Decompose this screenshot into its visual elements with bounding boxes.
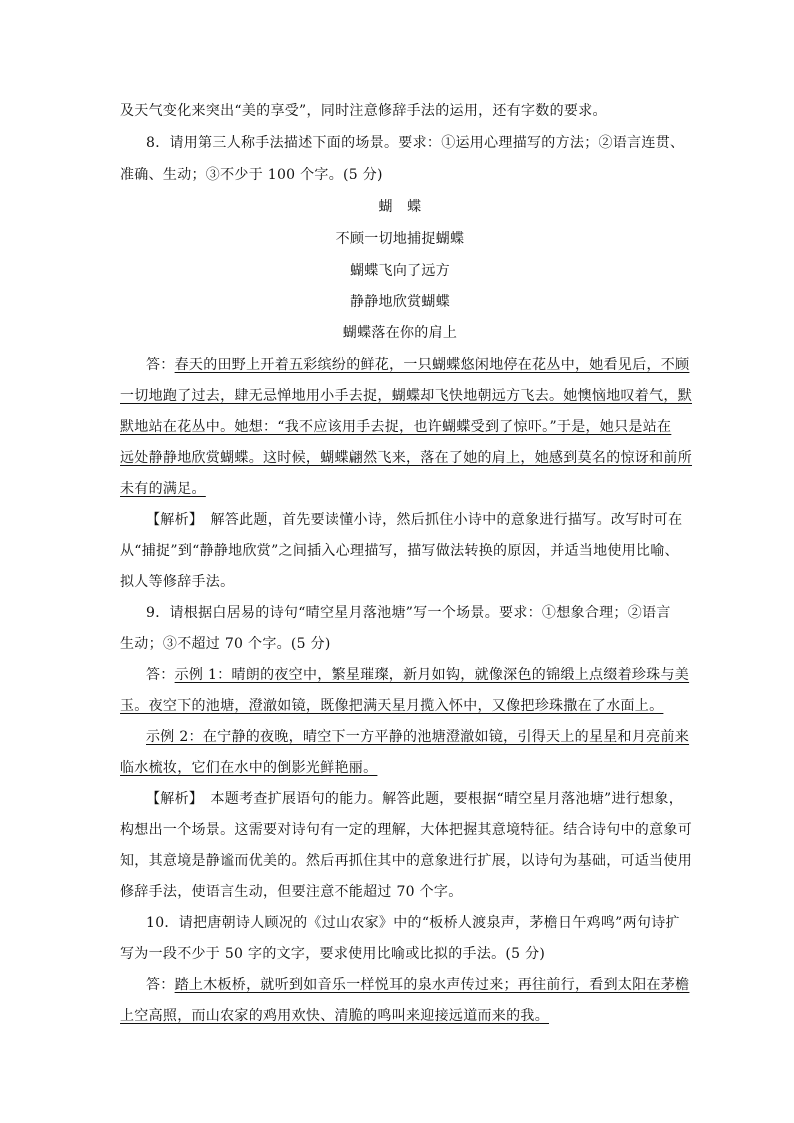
answer-8-line	[120, 417, 680, 437]
answer-text: 未有的满足。	[120, 481, 206, 497]
analysis-text: 修辞手法，使语言生动，但要注意不能超过 70 个字。	[120, 884, 463, 900]
answer-8-line	[120, 386, 692, 406]
answer-10-line	[120, 1006, 680, 1026]
poem-line-text: 静静地欣赏蝴蝶	[349, 294, 451, 310]
answer-text: 春天的田野上开着五彩缤纷的鲜花，一只蝴蝶悠闲地停在花丛中，她看见后，不顾	[174, 357, 690, 373]
analysis-9-line	[146, 789, 684, 809]
poem-line	[120, 261, 680, 281]
answer-label: 答：	[146, 977, 175, 993]
poem-line	[120, 323, 680, 343]
question-8-line	[120, 165, 680, 185]
analysis-text: 本题考查扩展语句的能力。解答此题，要根据“晴空星月落池塘”进行想象，	[196, 791, 684, 807]
poem-line	[120, 229, 680, 249]
analysis-text: 解答此题，首先要读懂小诗，然后抓住小诗中的意象进行描写。改写时可在	[196, 512, 683, 528]
question-9-line	[146, 603, 680, 623]
question-8-line	[146, 133, 685, 153]
answer-text: 远处静静地欣赏蝴蝶。这时候，蝴蝶翩然飞来，落在了她的肩上，她感到莫名的惊讶和前所	[120, 450, 692, 466]
answer-8-line	[120, 479, 680, 499]
analysis-8-line	[120, 572, 680, 592]
analysis-label: 【解析】	[146, 791, 197, 807]
analysis-text: 从“捕捉”到“静静地欣赏”之间插入心理描写，描写做法转换的原因，并适当地使用比喻、	[120, 543, 679, 559]
question-10-line	[146, 913, 680, 933]
answer-label: 答：	[146, 357, 175, 373]
answer-text: 临水梳妆，它们在水中的倒影光鲜艳丽。	[120, 760, 378, 776]
line-text: 8．请用第三人称手法描述下面的场景。要求：①运用心理描写的方法；②语言连贯、	[146, 135, 685, 151]
line-text: 准确、生动；③不少于 100 个字。(5 分)	[120, 167, 383, 183]
analysis-8-line	[146, 510, 683, 530]
poem-line-text: 蝴蝶飞向了远方	[349, 263, 451, 279]
line-text: 9．请根据白居易的诗句“晴空星月落池塘”写一个场景。要求：①想象合理；②语言	[146, 605, 671, 621]
poem-title	[120, 197, 680, 217]
answer-8-line	[146, 355, 690, 375]
answer-9-line	[120, 696, 680, 716]
analysis-9-line	[120, 851, 692, 871]
analysis-text: 拟人等修辞手法。	[120, 574, 235, 590]
answer-text: 一切地跑了过去，肆无忌惮地用小手去捉，蝴蝶却飞快地朝远方飞去。她懊恼地叹着气，默	[120, 388, 692, 404]
answer-text: 玉。夜空下的池塘，澄澈如镜，既像把满天星月揽入怀中，又像把珍珠撒在了水面上。	[120, 698, 664, 714]
answer-10-line	[146, 975, 690, 995]
poem-line-text: 蝴蝶落在你的肩上	[342, 325, 458, 341]
analysis-9-line	[120, 820, 692, 840]
answer-9-line	[120, 758, 680, 778]
line-text: 生动；③不超过 70 个字。(5 分)	[120, 636, 331, 652]
poem-line	[120, 292, 680, 312]
analysis-text: 构想出一个场景。这需要对诗句有一定的理解，大体把握其意境特征。结合诗句中的意象可	[120, 822, 692, 838]
answer-9-line	[146, 727, 690, 747]
line-text: 写为一段不少于 50 字的文字，要求使用比喻或比拟的手法。(5 分)	[120, 946, 546, 962]
line-text: 10．请把唐朝诗人顾况的《过山农家》中的“板桥人渡泉声，茅檐日午鸡鸣”两句诗扩	[146, 915, 680, 931]
answer-text: 上空高照，而山农家的鸡用欢快、清脆的鸣叫来迎接远道而来的我。	[120, 1008, 549, 1024]
poem-line-text: 不顾一切地捕捉蝴蝶	[335, 231, 465, 247]
answer-text: 默地站在花丛中。她想：“我不应该用手去捉，也许蝴蝶受到了惊吓。”于是，她只是站在	[120, 419, 672, 435]
answer-text: 示例 2：在宁静的夜晚，晴空下一方平静的池塘澄澈如镜，引得天上的星星和月亮前来	[146, 729, 690, 745]
analysis-8-line	[120, 541, 680, 561]
question-9-line	[120, 634, 680, 654]
paragraph-line	[120, 101, 680, 121]
line-text: 及天气变化来突出“美的享受”，同时注意修辞手法的运用，还有字数的要求。	[120, 103, 607, 119]
analysis-text: 知，其意境是静谧而优美的。然后再抓住其中的意象进行扩展，以诗句为基础，可适当使用	[120, 853, 692, 869]
answer-text: 踏上木板桥，就听到如音乐一样悦耳的泉水声传过来；再往前行，看到太阳在茅檐	[174, 977, 690, 993]
answer-label: 答：	[146, 667, 175, 683]
answer-9-line	[146, 665, 690, 685]
analysis-label: 【解析】	[146, 512, 197, 528]
analysis-9-line	[120, 882, 680, 902]
answer-text: 示例 1：晴朗的夜空中，繁星璀璨，新月如钩，就像深色的锦缎上点缀着珍珠与美	[174, 667, 690, 683]
question-10-line	[120, 944, 680, 964]
poem-title-text: 蝴 蝶	[378, 199, 422, 215]
answer-8-line	[120, 448, 692, 468]
